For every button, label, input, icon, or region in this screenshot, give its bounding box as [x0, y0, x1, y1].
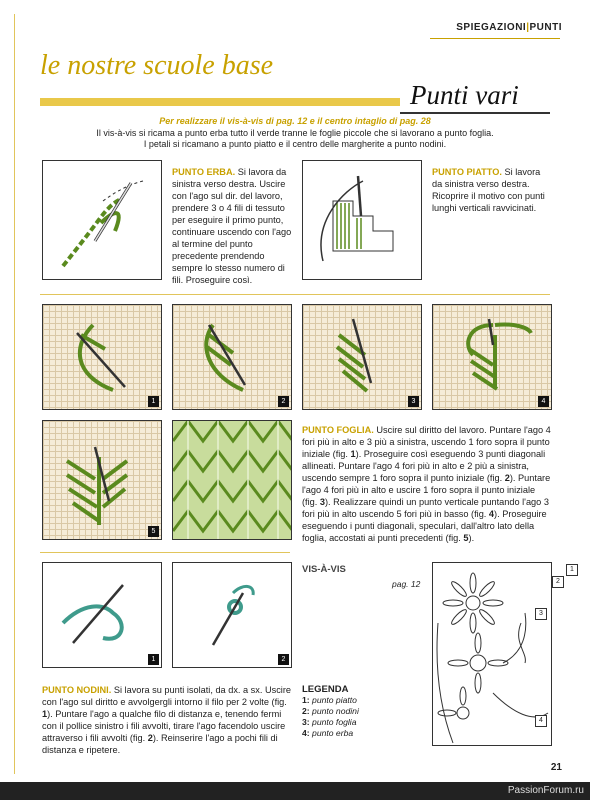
- fig-number-3: 3: [408, 396, 419, 407]
- foglia-fig-2: [172, 304, 292, 410]
- title-bar: [40, 98, 410, 106]
- intro-line-2: I petali si ricamano a punto piatto e il centro delle margherite a punto nodini.: [143, 139, 447, 149]
- nodini-fig-number-1: 1: [148, 654, 159, 665]
- legend-item: 4: punto erba: [302, 728, 354, 738]
- section-header-a: SPIEGAZIONI: [456, 22, 527, 33]
- vis-a-vis-pattern: [432, 562, 552, 746]
- punto-erba-illustration: [42, 160, 162, 280]
- punto-piatto-illustration: [302, 160, 422, 280]
- french-knot-drawing-2: [173, 563, 291, 667]
- punto-piatto-text: [432, 166, 550, 214]
- nodini-fig-2: [172, 562, 292, 668]
- punto-piatto-body: Si lavora da sinistra verso destra. Ricoprire il motivo con punti lunghi verticali ravvicinati.: [432, 167, 545, 213]
- section-divider: [40, 294, 550, 295]
- punto-erba-body: Si lavora da sinistra verso destra. Uscire con l'ago sul dir. del lavoro, prendere 3 o 4 fili di tessuto per eseguire il primo punto, continuare uscendo con l'ago al termine del punto precedente prendendo sempre lo stesso numero di fili. Proseguire così.: [172, 167, 292, 285]
- legend-title: LEGENDA: [302, 684, 349, 695]
- fig-number-2: 2: [278, 396, 289, 407]
- page-title: Punti vari: [410, 80, 519, 110]
- school-title: le nostre scuole base: [40, 50, 274, 81]
- callout-3: 3: [535, 608, 547, 620]
- intro-line-1: Il vis-à-vis si ricama a punto erba tutto il verde tranne le foglie piccole che si lavorano a punto foglia.: [96, 127, 494, 138]
- watermark: PassionForum.ru: [507, 785, 584, 796]
- foglia-fig-5: [42, 420, 162, 540]
- foglia-sample: [172, 420, 292, 540]
- vis-a-vis-page-ref: pag. 12: [392, 579, 421, 589]
- section-header-b: PUNTI: [529, 22, 562, 33]
- footer-bar: [0, 782, 590, 800]
- callout-1: 1: [566, 564, 578, 576]
- legend-item: 2: punto nodini: [302, 706, 359, 716]
- legend-item: 3: punto foglia: [302, 717, 357, 727]
- callout-2: 2: [552, 576, 564, 588]
- callout-4: 4: [535, 715, 547, 727]
- punto-nodini-label: PUNTO NODINI.: [42, 685, 112, 695]
- leaf-stitch-drawing-1: [43, 305, 161, 409]
- margin-rule: [14, 14, 15, 774]
- section-header: SPIEGAZIONI|PUNTI: [456, 22, 562, 33]
- french-knot-drawing-1: [43, 563, 161, 667]
- foglia-fig-1: [42, 304, 162, 410]
- intro-highlight: Per realizzare il vis-à-vis di pag. 12 e il centro intaglio di pag. 28: [159, 116, 431, 126]
- legend: [302, 684, 422, 739]
- nodini-fig-1: [42, 562, 162, 668]
- header-rule: [430, 38, 560, 39]
- leaf-stitch-drawing-5: [43, 421, 161, 539]
- page-number: 21: [550, 762, 562, 773]
- fig-number-4: 4: [538, 396, 549, 407]
- leaf-stitch-sample-drawing: [173, 421, 291, 539]
- punto-erba-text: [172, 166, 294, 286]
- legend-item: 1: punto piatto: [302, 695, 357, 705]
- foglia-fig-4: [432, 304, 552, 410]
- punto-foglia-label: PUNTO FOGLIA.: [302, 425, 374, 435]
- fig-number-1: 1: [148, 396, 159, 407]
- punto-piatto-label: PUNTO PIATTO.: [432, 167, 502, 177]
- leaf-stitch-drawing-3: [303, 305, 421, 409]
- punto-erba-label: PUNTO ERBA.: [172, 167, 236, 177]
- punto-foglia-text: PUNTO FOGLIA. Uscire sul diritto del lavoro. Puntare l'ago 4 fori più in alto e 3 più a sinistra, uscendo 1 foro sopra il punto iniziale (fig. 1). Proseguire così eseguendo 3 punti diagonali allineati. Puntare l'ago 4 fori più in alto e 2 più a sinistra, uscendo sempre 1 foro sopra il punto iniziale (fig. 2). Puntare l'ago 4 fori più in alto e uscire 1 foro sopra il punto iniziale (fig. 3). Realizzare quindi un punto verticale puntando l'ago 3 fori più in alto uscendo 5 fori più in basso (fig. 4). Proseguire eseguendo i punti diagonali, speculari, dall'altro lato della foglia, accostati ai punti precedenti (fig. 5).: [302, 425, 551, 543]
- fig-number-5: 5: [148, 526, 159, 537]
- vis-a-vis-title: VIS-À-VIS: [302, 564, 346, 575]
- leaf-stitch-drawing-2: [173, 305, 291, 409]
- satin-stitch-drawing: [303, 161, 421, 279]
- punto-nodini-text: PUNTO NODINI. Si lavora su punti isolati, da dx. a sx. Uscire con l'ago sul diritto e avvolgergli intorno il filo per 2 volte (fig. 1). Puntare l'ago a qualche filo di distanza e, tenendo fermi con il pollice sinistro i fili avvolti, tirare l'ago facendolo uscire attraverso i fili avvolti (fig. 2). Reinserire l'ago a pochi fili di distanza e ripetere.: [42, 685, 292, 755]
- section-divider-2: [40, 552, 290, 553]
- flower-pattern-drawing: [433, 563, 551, 745]
- intro-text: [40, 116, 550, 151]
- stem-stitch-drawing: [43, 161, 161, 279]
- foglia-fig-3: [302, 304, 422, 410]
- leaf-stitch-drawing-4: [433, 305, 551, 409]
- nodini-fig-number-2: 2: [278, 654, 289, 665]
